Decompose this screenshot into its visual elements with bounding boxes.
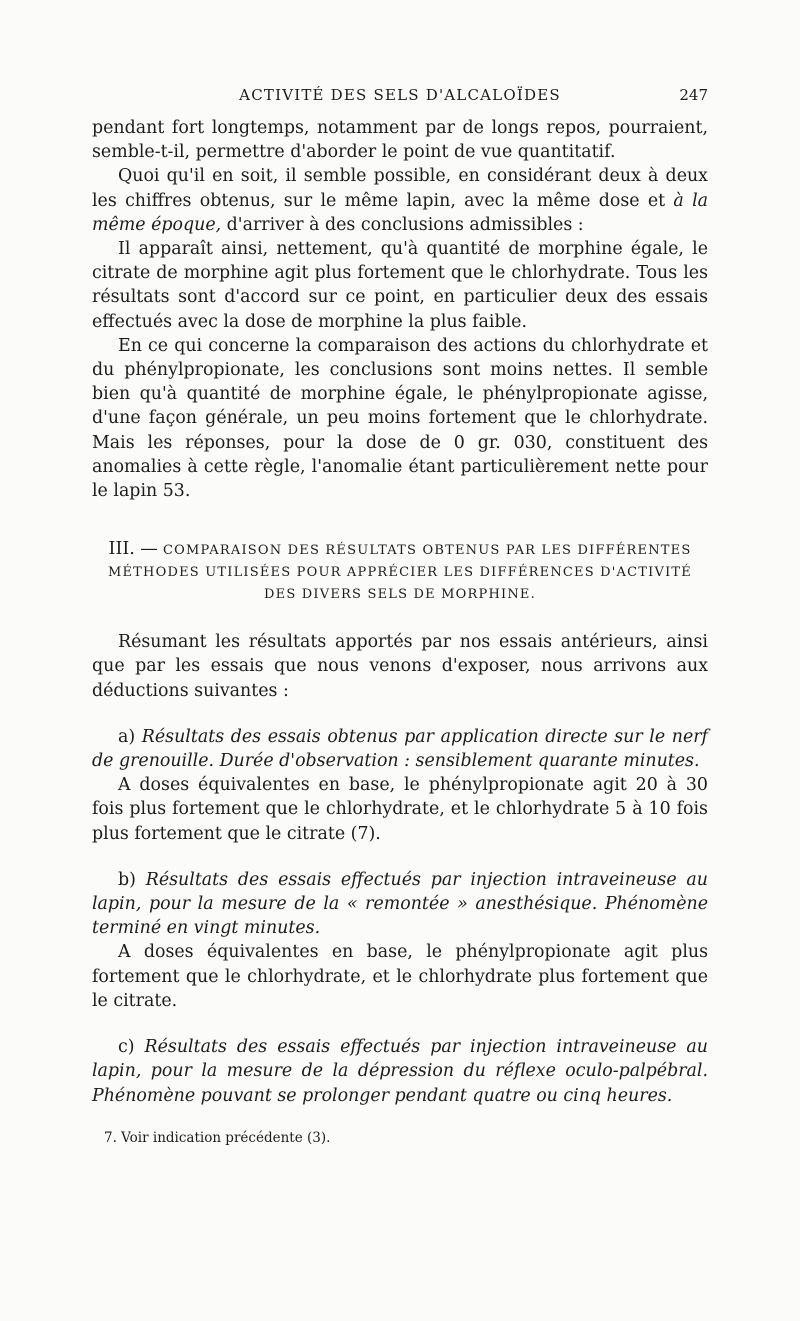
footnote: 7. Voir indication précédente (3). bbox=[104, 1129, 331, 1146]
section-title-line-2: MÉTHODES UTILISÉES POUR APPRÉCIER LES DIFFÉRENCES D'ACTIVITÉ bbox=[107, 565, 692, 581]
section-title-line-1: COMPARAISON DES RÉSULTATS OBTENUS PAR LES DIFFÉRENTES bbox=[163, 543, 692, 559]
paragraph-continuation: pendant fort longtemps, notamment par de longs repos, pourraient, semble-t-il, permettre d'aborder le point de vue quantitatif. bbox=[92, 118, 708, 163]
item-b-label: b) bbox=[118, 869, 136, 890]
item-a-body: A doses équivalentes en base, le phénylpropionate agit 20 à 30 fois plus fortement que le chlorhydrate, et le chlorhydrate 5 à 10 fois plus fortement que le citrate bbox=[92, 775, 708, 844]
text-segment: d'arriver à des conclusions admissibles : bbox=[226, 214, 584, 235]
item-a-heading: Résultats des essais obtenus par application directe sur le nerf de grenouille. Durée d'observation : sensiblement quarante minutes. bbox=[92, 726, 708, 772]
paragraph-conclusions-intro bbox=[92, 164, 708, 237]
spacer bbox=[92, 846, 708, 868]
item-b-title bbox=[92, 868, 708, 941]
running-title: ACTIVITÉ DES SELS D'ALCALOÏDES bbox=[239, 86, 561, 104]
item-c-label: c) bbox=[118, 1037, 135, 1058]
item-a-title bbox=[92, 725, 708, 773]
section-dash: — bbox=[140, 539, 158, 560]
section-title-line-3: DES DIVERS SELS DE MORPHINE. bbox=[264, 587, 536, 603]
section-number: III. bbox=[108, 539, 135, 560]
emphasis-text: à la même époque, bbox=[92, 190, 708, 235]
page-number: 247 bbox=[679, 86, 708, 104]
section-heading bbox=[92, 538, 708, 606]
page-header bbox=[92, 84, 708, 110]
item-c-title bbox=[92, 1035, 708, 1108]
section-heading-line bbox=[92, 538, 708, 562]
spacer bbox=[92, 1013, 708, 1035]
paragraph-phenylpropionate: En ce qui concerne la comparaison des actions du chlorhydrate et du phénylpropionate, les conclusions sont moins nettes. Il semble bien qu'à quantité de morphine égale, le phénylpropionate agisse, d'une façon générale, un peu moins fortement que le chlorhydrate. Mais les réponses, pour la dose de 0 gr. 030, constituent des anomalies à cette règle, l'anomalie étant particulièrement nette pour le lapin 53. bbox=[92, 335, 708, 502]
item-b-heading: Résultats des essais effectués par injection intraveineuse au lapin, pour la mesure de la « remontée » anesthésique. Phénomène terminé en vingt minutes. bbox=[92, 869, 708, 939]
item-a-label: a) bbox=[118, 726, 136, 747]
paragraph-citrate: Il apparaît ainsi, nettement, qu'à quantité de morphine égale, le citrate de morphine agit plus fortement que le chlorhydrate. Tous les résultats sont d'accord sur ce point, en particulier deux des essais effectués avec la dose de morphine la plus faible. bbox=[92, 239, 708, 332]
page-body bbox=[92, 116, 708, 1148]
paragraph-summary-intro: Résumant les résultats apportés par nos essais antérieurs, ainsi que par les essais que nous venons d'exposer, nous arrivons aux déductions suivantes : bbox=[92, 632, 708, 701]
spacer bbox=[92, 703, 708, 725]
text-segment: Quoi qu'il en soit, il semble possible, en considérant deux à deux les chiffres obtenus, sur le même lapin, avec la même dose et bbox=[92, 166, 708, 211]
item-b-text: A doses équivalentes en base, le phénylpropionate agit plus fortement que le chlorhydrate, et le chlorhydrate plus fortement que le citrate. bbox=[92, 942, 708, 1011]
item-c-heading: Résultats des essais effectués par injection intraveineuse au lapin, pour la mesure de la dépression du réflexe oculo-palpébral. Phénomène pouvant se prolonger pendant quatre ou cinq heures. bbox=[92, 1037, 708, 1106]
footnote-reference: (7). bbox=[350, 823, 381, 844]
item-a-text bbox=[92, 773, 708, 846]
spacer bbox=[92, 606, 708, 630]
